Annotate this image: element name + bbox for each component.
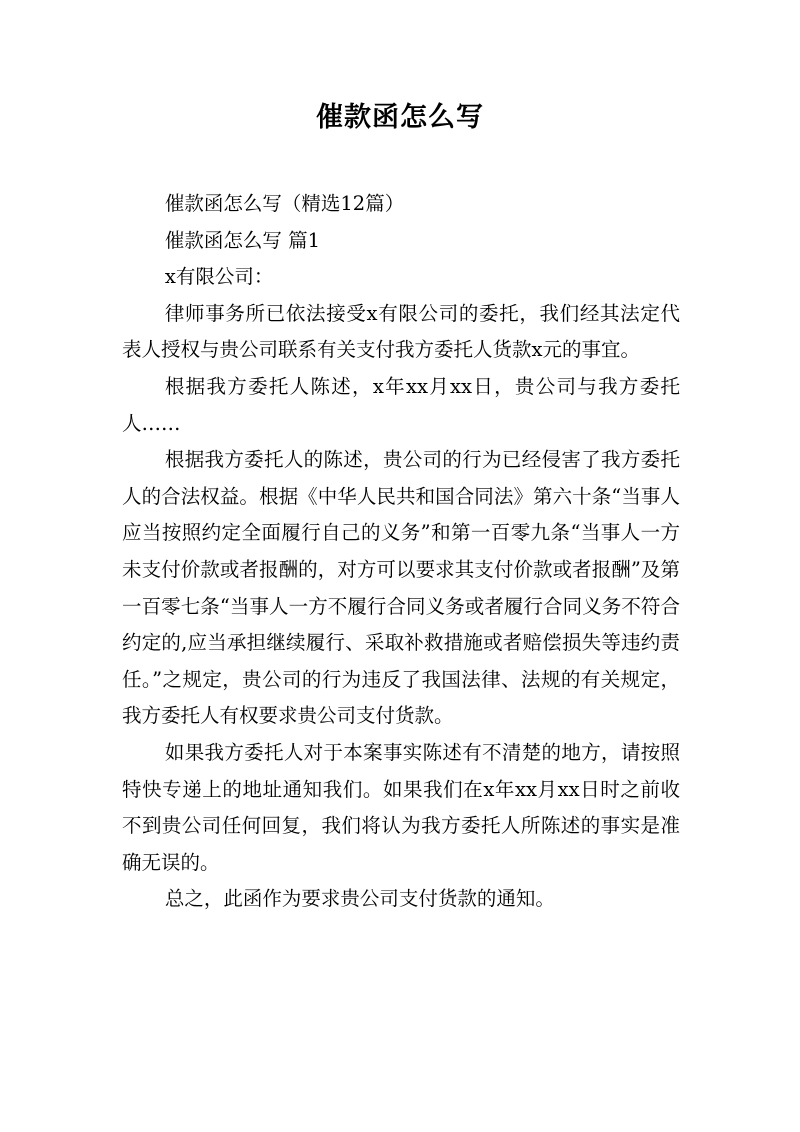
paragraph: 如果我方委托人对于本案事实陈述有不清楚的地方，请按照特快专递上的地址通知我们。如果我们在x年xx月xx日时之前收不到贵公司任何回复，我们将认为我方委托人所陈述的事实是准确无误的。 bbox=[122, 740, 680, 874]
document-body bbox=[122, 186, 680, 918]
paragraph-section-heading: 催款函怎么写 篇1 bbox=[164, 228, 320, 252]
paragraph-subtitle: 催款函怎么写（精选12篇） bbox=[164, 192, 405, 215]
paragraph-addressee: x有限公司： bbox=[164, 265, 274, 289]
paragraph: 总之，此函作为要求贵公司支付货款的通知。 bbox=[164, 887, 555, 911]
document-title: 催款函怎么写 bbox=[316, 102, 484, 133]
paragraph: 根据我方委托人陈述，x年xx月xx日，贵公司与我方委托人…… bbox=[122, 374, 680, 435]
paragraph: 根据我方委托人的陈述，贵公司的行为已经侵害了我方委托人的合法权益。根据《中华人民共和国合同法》第六十条“当事人应当按照约定全面履行自己的义务”和第一百零九条“当事人一方未支付价款或者报酬的，对方可以要求其支付价款或者报酬”及第一百零七条“当事人一方不履行合同义务或者履行合同义务不符合约定的,应当承担继续履行、采取补救措施或者赔偿损失等违约责任。”之规定，贵公司的行为违反了我国法律、法规的有关规定，我方委托人有权要求贵公司支付货款。 bbox=[122, 448, 680, 728]
paragraph: 律师事务所已依法接受x有限公司的委托，我们经其法定代表人授权与贵公司联系有关支付我方委托人货款x元的事宜。 bbox=[122, 301, 680, 362]
